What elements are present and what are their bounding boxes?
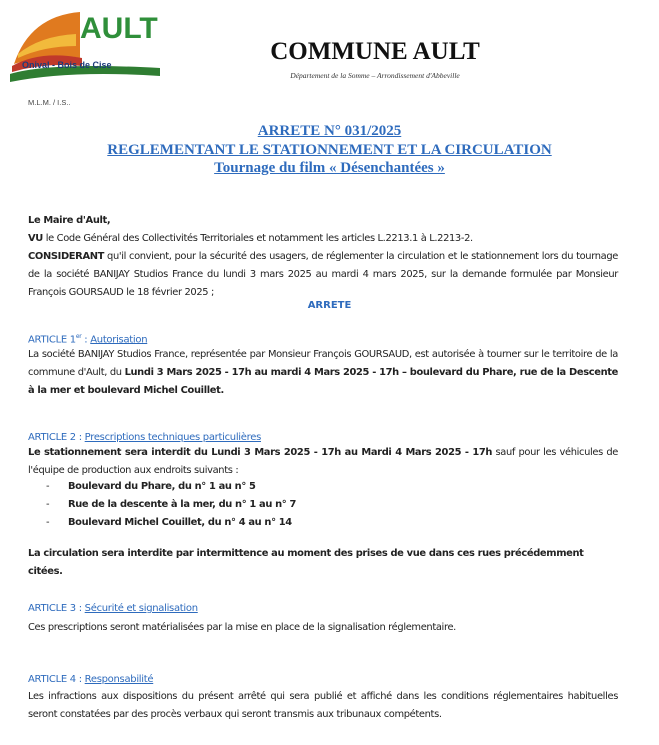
article-1-text-a: La société BANIJAY Studios France, représentée par Monsieur François GOURSAUD, est autorisée à tourner sur le territoire de la commune d'Ault, du: [28, 349, 618, 378]
preamble: [28, 212, 618, 302]
document-reference: M.L.M. / I.S..: [28, 98, 71, 107]
article-2-text-b: sauf pour les véhicules de l'équipe de production aux endroits suivants :: [28, 447, 618, 476]
parking-locations-list: [28, 478, 296, 532]
logo-subtext: Onival - Bois de Cise: [22, 60, 112, 70]
article-1-label: Autorisation: [90, 334, 148, 346]
logo-text: AULT: [80, 12, 158, 45]
article-4-num: ARTICLE 4 :: [28, 674, 85, 685]
article-2-label: Prescriptions techniques particulières: [84, 432, 261, 443]
article-1-sup: er: [75, 333, 82, 340]
considerant-text: qu'il convient, pour la sécurité des usagers, de réglementer la circulation et le stationnement lors du tournage de la société BANIJAY Studios France du lundi 3 mars 2025 au mardi 4 mars 2025, sur la demande formulée par Monsieur François GOURSAUD le 18 février 2025 ;: [28, 251, 618, 298]
considerant-paragraph: [28, 248, 618, 302]
arrete-heading: ARRETE: [307, 300, 352, 311]
article-3-num: ARTICLE 3 :: [28, 603, 85, 614]
commune-logo: [10, 6, 162, 86]
vu-label: VU: [28, 233, 43, 244]
considerant-label: CONSIDERANT: [28, 251, 105, 262]
circulation-notice: La circulation sera interdite par intermittence au moment des prises de vue dans ces rues précédemment citées.: [28, 548, 584, 577]
department-subtitle: Département de la Somme – Arrondissement d'Abbeville: [290, 71, 460, 80]
list-item: - Rue de la descente à la mer, du n° 1 au n° 7: [46, 499, 296, 510]
article-1-body: [28, 346, 618, 400]
article-4-title: [28, 674, 153, 685]
arrete-subject: REGLEMENTANT LE STATIONNEMENT ET LA CIRCULATION: [107, 142, 552, 158]
article-1-sep: :: [81, 334, 91, 346]
arrete-film: Tournage du film « Désenchantées »: [214, 160, 445, 176]
article-2-text-a: Le stationnement sera interdit du Lundi 3 Mars 2025 - 17h au Mardi 4 Mars 2025 - 17h: [28, 447, 493, 458]
article-4-body: Les infractions aux dispositions du présent arrêté qui sera publié et affiché dans les conditions réglementaires habituelles seront constatées par des procès verbaux qui seront transmis aux tribunaux compétents.: [28, 691, 618, 720]
article-3-title: [28, 603, 198, 614]
article-1-num: ARTICLE 1: [28, 334, 76, 346]
arrete-number: ARRETE N° 031/2025: [257, 123, 402, 139]
article-1-title: [28, 333, 147, 345]
commune-name: COMMUNE AULT: [270, 38, 480, 65]
logo-graphic: [10, 6, 162, 86]
article-4-label: Responsabilité: [84, 674, 154, 685]
vu-text: le Code Général des Collectivités Territoriales et notamment les articles L.2213.1 à L.2213-2.: [42, 233, 473, 244]
maire-line: Le Maire d'Ault,: [28, 215, 111, 226]
article-3-body: Ces prescriptions seront matérialisées par la mise en place de la signalisation réglementaire.: [28, 622, 456, 633]
list-item: - Boulevard du Phare, du n° 1 au n° 5: [46, 481, 256, 492]
article-2-body: [28, 444, 618, 480]
vu-line: [28, 230, 618, 248]
article-2-title: [28, 432, 261, 443]
article-2-num: ARTICLE 2 :: [28, 432, 85, 443]
article-3-label: Sécurité et signalisation: [84, 603, 198, 614]
list-item: - Boulevard Michel Couillet, du n° 4 au n° 14: [46, 517, 292, 528]
article-1-text-b: Lundi 3 Mars 2025 - 17h au mardi 4 Mars 2025 - 17h – boulevard du Phare, rue de la Descente à la mer et boulevard Michel Couillet.: [28, 367, 618, 396]
